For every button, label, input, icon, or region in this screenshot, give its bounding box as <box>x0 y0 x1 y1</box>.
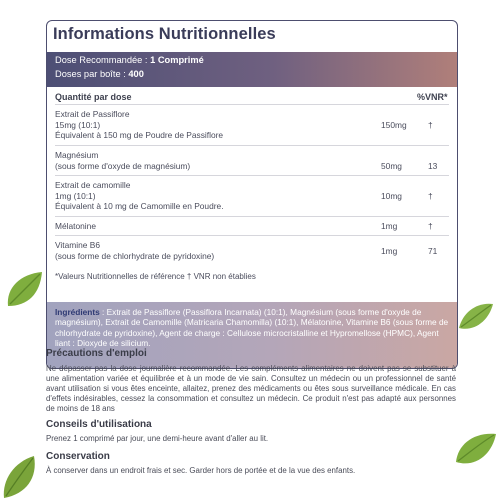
header-vnr: %VNR* <box>417 92 448 102</box>
row-line: Équivalent à 10 mg de Camomille en Poudre. <box>55 201 224 211</box>
row-line: 1mg (10:1) <box>55 190 96 201</box>
row-line: Extrait de camomille <box>55 180 131 190</box>
leaf-icon <box>2 268 46 312</box>
row-quantity: 150mg <box>381 120 407 130</box>
row-vnr: † <box>428 120 433 130</box>
row-quantity: 1mg <box>381 221 398 231</box>
leaf-icon <box>452 428 498 472</box>
leaf-icon <box>0 452 46 500</box>
conseils-title: Conseils d'utilisationa <box>46 419 152 430</box>
dose-value: 1 Comprimé <box>150 55 204 65</box>
table-header <box>55 87 449 105</box>
row-quantity: 1mg <box>381 246 398 256</box>
row-line: Magnésium <box>55 150 99 160</box>
row-line: 15mg (10:1) <box>55 119 101 130</box>
row-line: Vitamine B6 <box>55 240 101 250</box>
row-line: Équivalent à 150 mg de Poudre de Passiflore <box>55 130 224 140</box>
doses-per-box-label: Doses par boîte : <box>55 68 129 79</box>
nutrition-panel <box>46 20 458 369</box>
leaf-icon <box>455 298 495 336</box>
row-quantity: 10mg <box>381 191 402 201</box>
row-line: (sous forme de chlorhydrate de pyridoxine) <box>55 250 215 261</box>
dose-label: Dose Recommandée : <box>55 55 151 65</box>
ingredients-text: : Extrait de Passiflore (Passiflora Incarnata) (10:1), Magnésium (sous forme d'oxyde de magnésium), Extrait de Camomille (Matricaria Chamomilla) (10:1), Mélatonine, Vitamine B6 (sous forme de chlorhydrate de pyridoxine), Agent de charge : Cellulose microcristalline et Hypromellose (HPMC), Agent liant : Dioxyde de silicium. <box>55 307 449 348</box>
panel-title: Informations Nutritionnelles <box>53 25 276 43</box>
table-row <box>55 146 449 176</box>
table-row <box>55 217 449 236</box>
doses-per-box-value: 400 <box>128 68 144 79</box>
precautions-title: Précautions d'emploi <box>46 348 147 359</box>
conservation-text: À conserver dans un endroit frais et sec. Garder hors de portée et de la vue des enfants. <box>46 466 356 475</box>
table-row <box>55 176 449 217</box>
header-quantity: Quantité par dose <box>55 92 132 102</box>
conseils-text: Prenez 1 comprimé par jour, une demi-heure avant d'aller au lit. <box>46 434 269 443</box>
ingredients-label: Ingrédients <box>55 307 100 317</box>
row-line: Extrait de Passiflore <box>55 109 130 119</box>
row-line: (sous forme d'oxyde de magnésium) <box>55 160 191 171</box>
table-row <box>55 105 449 146</box>
row-vnr: † <box>428 191 433 201</box>
conservation-title: Conservation <box>46 451 110 462</box>
row-vnr: † <box>428 221 433 231</box>
precautions-text: Ne dépasser pas la dose journalière recommandée. Les compléments alimentaires ne doivent pas se substituer à une alimentation variée et équilibrée et à un mode de vie sain. Consultez un médecin ou un professionnel de santé avant utilisation si vous êtes enceinte, allaitez, prenez des médicaments ou êtes sous surveillance médicale. En cas d'effets indésirables, cessez la consommation et consultez un médecin. Ce produit n'est pas adapté aux personnes de moins de 18 ans <box>46 364 456 413</box>
row-vnr: 71 <box>428 246 438 256</box>
table-footnote: *Valeurs Nutritionnelles de référence † VNR non établies <box>55 272 256 281</box>
row-line: Mélatonine <box>55 221 96 231</box>
table-row <box>55 236 449 264</box>
row-quantity: 50mg <box>381 161 402 171</box>
dose-band <box>47 52 457 87</box>
nutrition-table <box>47 87 457 264</box>
row-vnr: 13 <box>428 161 438 171</box>
